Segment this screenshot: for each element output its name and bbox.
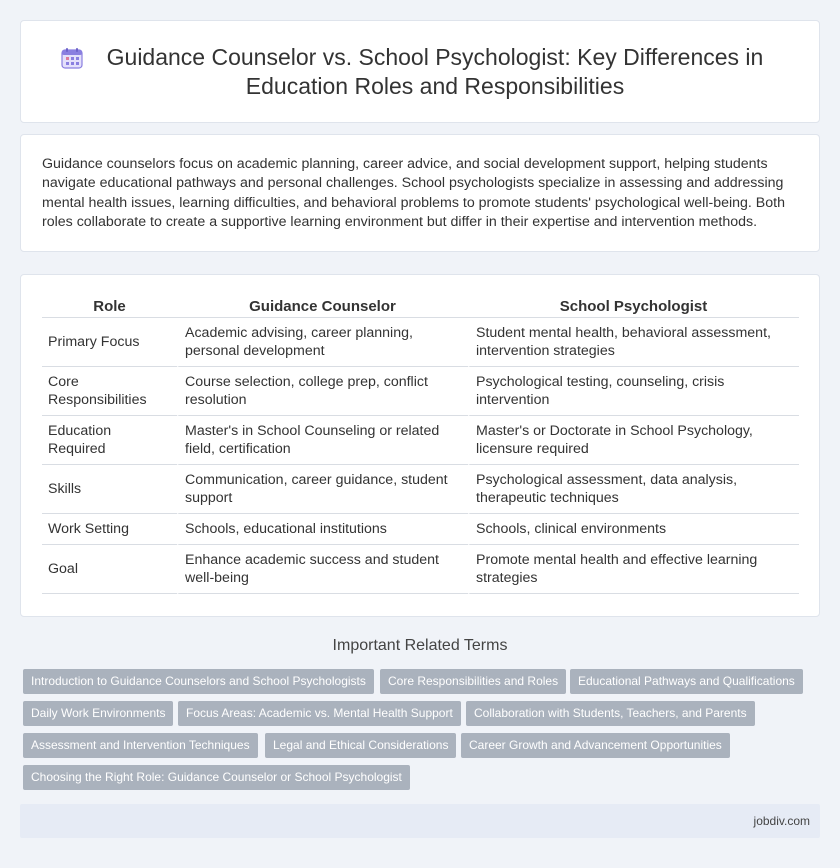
guidance-counselor-cell: Master's in School Counseling or related field, certification bbox=[177, 416, 468, 465]
column-header-guidance-counselor: Guidance Counselor bbox=[177, 298, 468, 318]
row-label: Education Required bbox=[42, 416, 177, 465]
row-label: Goal bbox=[42, 545, 177, 594]
table-header-row bbox=[42, 298, 799, 318]
guidance-counselor-cell: Enhance academic success and student well-being bbox=[177, 545, 468, 594]
related-term-tag[interactable]: Core Responsibilities and Roles bbox=[380, 669, 566, 694]
column-header-school-psychologist: School Psychologist bbox=[468, 298, 799, 318]
related-terms-title: Important Related Terms bbox=[332, 637, 508, 654]
school-psychologist-cell: Schools, clinical environments bbox=[468, 514, 799, 545]
row-label: Skills bbox=[42, 465, 177, 514]
footer bbox=[20, 804, 820, 838]
guidance-counselor-cell: Academic advising, career planning, personal development bbox=[177, 318, 468, 367]
intro-card bbox=[20, 134, 820, 252]
guidance-counselor-cell: Communication, career guidance, student support bbox=[177, 465, 468, 514]
table-row bbox=[42, 416, 799, 465]
school-psychologist-cell: Promote mental health and effective learning strategies bbox=[468, 545, 799, 594]
school-psychologist-cell: Psychological assessment, data analysis, therapeutic techniques bbox=[468, 465, 799, 514]
related-term-tag[interactable]: Assessment and Intervention Techniques bbox=[23, 733, 258, 758]
related-term-tag[interactable]: Educational Pathways and Qualifications bbox=[570, 669, 803, 694]
footer-site-link[interactable]: jobdiv.com bbox=[753, 814, 810, 828]
column-header-role: Role bbox=[42, 298, 177, 318]
page-title: Guidance Counselor vs. School Psychologist: Key Differences in Education Roles and Responsibilities bbox=[106, 43, 764, 99]
table-row bbox=[42, 545, 799, 594]
row-label: Primary Focus bbox=[42, 318, 177, 367]
guidance-counselor-cell: Schools, educational institutions bbox=[177, 514, 468, 545]
school-psychologist-cell: Master's or Doctorate in School Psychology, licensure required bbox=[468, 416, 799, 465]
school-psychologist-cell: Psychological testing, counseling, crisis intervention bbox=[468, 367, 799, 416]
table-row bbox=[42, 465, 799, 514]
comparison-table-card bbox=[20, 274, 820, 617]
related-term-tag[interactable]: Focus Areas: Academic vs. Mental Health Support bbox=[178, 701, 461, 726]
header-card bbox=[20, 20, 820, 123]
related-term-tag[interactable]: Legal and Ethical Considerations bbox=[265, 733, 456, 758]
table-row bbox=[42, 514, 799, 545]
related-term-tag[interactable]: Daily Work Environments bbox=[23, 701, 173, 726]
table-row bbox=[42, 367, 799, 416]
related-term-tag[interactable]: Career Growth and Advancement Opportunities bbox=[461, 733, 730, 758]
school-psychologist-cell: Student mental health, behavioral assessment, intervention strategies bbox=[468, 318, 799, 367]
comparison-table bbox=[42, 298, 799, 594]
row-label: Core Responsibilities bbox=[42, 367, 177, 416]
table-row bbox=[42, 318, 799, 367]
row-label: Work Setting bbox=[42, 514, 177, 545]
related-term-tag[interactable]: Introduction to Guidance Counselors and School Psychologists bbox=[23, 669, 374, 694]
intro-paragraph: Guidance counselors focus on academic planning, career advice, and social development support, helping students navigate educational pathways and personal challenges. School psychologists specialize in assessing and addressing mental health issues, learning difficulties, and behavioral problems to promote students' psychological well-being. Both roles collaborate to create a supportive learning environment but differ in their expertise and intervention methods. bbox=[42, 156, 785, 231]
related-term-tag[interactable]: Choosing the Right Role: Guidance Counselor or School Psychologist bbox=[23, 765, 410, 790]
related-term-tag[interactable]: Collaboration with Students, Teachers, and Parents bbox=[466, 701, 755, 726]
guidance-counselor-cell: Course selection, college prep, conflict resolution bbox=[177, 367, 468, 416]
